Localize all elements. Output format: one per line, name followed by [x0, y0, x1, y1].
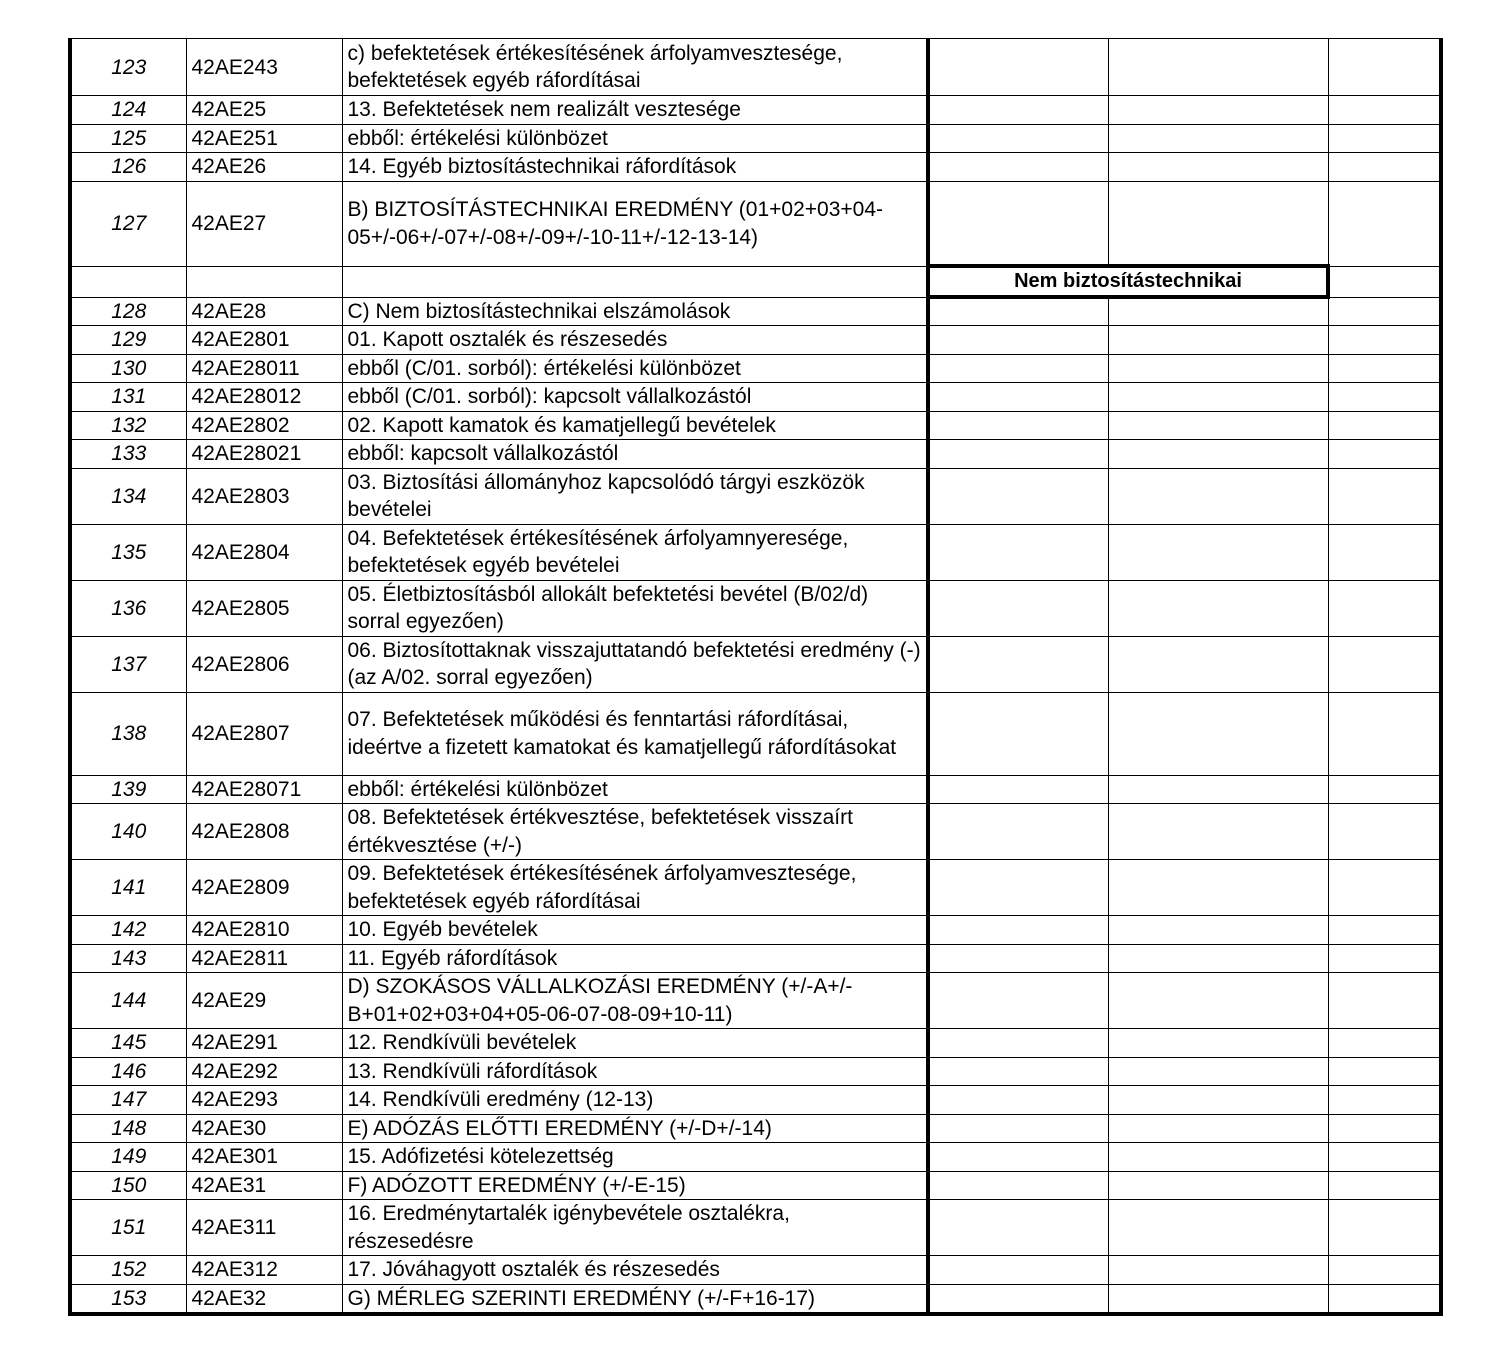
row-description: 17. Jóváhagyott osztalék és részesedés	[342, 1256, 928, 1285]
value-cell	[1108, 383, 1328, 412]
row-code: 42AE27	[186, 181, 342, 266]
value-cell	[1328, 440, 1441, 469]
table-row	[70, 440, 1441, 469]
value-cell	[1108, 804, 1328, 860]
table-row	[70, 326, 1441, 355]
value-cell	[928, 153, 1108, 182]
row-number: 139	[70, 775, 186, 804]
table-row	[70, 916, 1441, 945]
row-code: 42AE28071	[186, 775, 342, 804]
row-code	[186, 266, 342, 297]
table-row	[70, 96, 1441, 125]
row-code: 42AE2801	[186, 326, 342, 355]
value-cell	[1108, 1256, 1328, 1285]
value-cell	[1328, 153, 1441, 182]
value-cell	[1328, 39, 1441, 96]
value-cell	[1108, 860, 1328, 916]
value-cell	[928, 124, 1108, 153]
value-cell	[1328, 1029, 1441, 1058]
report-table	[68, 38, 1443, 1316]
value-cell	[1108, 326, 1328, 355]
value-cell	[1328, 181, 1441, 266]
value-cell	[928, 860, 1108, 916]
table-row	[70, 39, 1441, 96]
row-number: 146	[70, 1057, 186, 1086]
row-number: 130	[70, 354, 186, 383]
row-number: 149	[70, 1143, 186, 1172]
row-code: 42AE2804	[186, 524, 342, 580]
row-code: 42AE2807	[186, 692, 342, 775]
row-code: 42AE28021	[186, 440, 342, 469]
value-cell	[928, 1200, 1108, 1256]
table-row	[70, 580, 1441, 636]
value-cell	[1108, 1029, 1328, 1058]
row-description: 05. Életbiztosításból allokált befektetési bevétel (B/02/d) sorral egyezően)	[342, 580, 928, 636]
table-row	[70, 411, 1441, 440]
row-code: 42AE25	[186, 96, 342, 125]
value-cell	[1328, 354, 1441, 383]
row-number: 143	[70, 944, 186, 973]
value-cell	[928, 181, 1108, 266]
row-description: E) ADÓZÁS ELŐTTI EREDMÉNY (+/-D+/-14)	[342, 1114, 928, 1143]
row-number: 127	[70, 181, 186, 266]
row-number: 136	[70, 580, 186, 636]
value-cell	[928, 96, 1108, 125]
table-row	[70, 1284, 1441, 1314]
value-cell	[928, 973, 1108, 1029]
value-cell	[1108, 1171, 1328, 1200]
row-description: 15. Adófizetési kötelezettség	[342, 1143, 928, 1172]
row-number: 129	[70, 326, 186, 355]
value-cell	[1108, 297, 1328, 326]
table-row	[70, 1171, 1441, 1200]
row-description: 16. Eredménytartalék igénybevétele osztalékra, részesedésre	[342, 1200, 928, 1256]
row-description: 14. Egyéb biztosítástechnikai ráfordítások	[342, 153, 928, 182]
row-code: 42AE243	[186, 39, 342, 96]
row-description: ebből: értékelési különbözet	[342, 775, 928, 804]
value-cell	[1328, 1171, 1441, 1200]
row-code: 42AE29	[186, 973, 342, 1029]
row-code: 42AE28012	[186, 383, 342, 412]
row-number: 124	[70, 96, 186, 125]
value-cell	[1328, 860, 1441, 916]
row-description: 10. Egyéb bevételek	[342, 916, 928, 945]
row-number: 131	[70, 383, 186, 412]
value-cell	[1108, 39, 1328, 96]
value-cell	[1108, 1143, 1328, 1172]
row-code: 42AE251	[186, 124, 342, 153]
row-number: 142	[70, 916, 186, 945]
value-cell	[1328, 804, 1441, 860]
value-cell	[1328, 124, 1441, 153]
value-cell	[1328, 266, 1441, 297]
row-number: 126	[70, 153, 186, 182]
value-cell	[928, 804, 1108, 860]
value-cell	[1108, 524, 1328, 580]
row-description: G) MÉRLEG SZERINTI EREDMÉNY (+/-F+16-17)	[342, 1284, 928, 1314]
table-row	[70, 468, 1441, 524]
row-description: 13. Rendkívüli ráfordítások	[342, 1057, 928, 1086]
value-cell	[928, 468, 1108, 524]
value-cell	[1328, 1143, 1441, 1172]
row-number: 138	[70, 692, 186, 775]
value-cell	[1328, 326, 1441, 355]
row-description: 04. Befektetések értékesítésének árfolyamnyeresége, befektetések egyéb bevételei	[342, 524, 928, 580]
row-description: 13. Befektetések nem realizált vesztesége	[342, 96, 928, 125]
value-cell	[928, 1171, 1108, 1200]
row-number: 134	[70, 468, 186, 524]
value-cell	[928, 916, 1108, 945]
value-cell	[1108, 944, 1328, 973]
value-cell	[1108, 153, 1328, 182]
table-row	[70, 1143, 1441, 1172]
row-code: 42AE292	[186, 1057, 342, 1086]
value-cell	[1108, 181, 1328, 266]
row-description: 12. Rendkívüli bevételek	[342, 1029, 928, 1058]
row-code: 42AE26	[186, 153, 342, 182]
value-cell	[1108, 1200, 1328, 1256]
row-number: 132	[70, 411, 186, 440]
section-header-row	[70, 266, 1441, 297]
row-code: 42AE2805	[186, 580, 342, 636]
table-row	[70, 804, 1441, 860]
row-description: F) ADÓZOTT EREDMÉNY (+/-E-15)	[342, 1171, 928, 1200]
value-cell	[1328, 1256, 1441, 1285]
row-code: 42AE291	[186, 1029, 342, 1058]
row-code: 42AE2803	[186, 468, 342, 524]
row-number: 137	[70, 636, 186, 692]
row-code: 42AE32	[186, 1284, 342, 1314]
value-cell	[928, 383, 1108, 412]
table-row	[70, 524, 1441, 580]
value-cell	[1108, 96, 1328, 125]
value-cell	[1328, 297, 1441, 326]
row-description	[342, 266, 928, 297]
value-cell	[1108, 636, 1328, 692]
value-cell	[928, 1086, 1108, 1115]
table-row	[70, 181, 1441, 266]
value-cell	[1108, 973, 1328, 1029]
row-description: 09. Befektetések értékesítésének árfolyamvesztesége, befektetések egyéb ráfordításai	[342, 860, 928, 916]
table-row	[70, 153, 1441, 182]
row-code: 42AE2811	[186, 944, 342, 973]
table-row	[70, 124, 1441, 153]
value-cell	[928, 1029, 1108, 1058]
row-description: 14. Rendkívüli eredmény (12-13)	[342, 1086, 928, 1115]
value-cell	[928, 39, 1108, 96]
table-row	[70, 1256, 1441, 1285]
row-description: ebből: kapcsolt vállalkozástól	[342, 440, 928, 469]
value-cell	[1328, 1200, 1441, 1256]
row-code: 42AE2809	[186, 860, 342, 916]
row-number: 144	[70, 973, 186, 1029]
row-description: 11. Egyéb ráfordítások	[342, 944, 928, 973]
value-cell	[928, 1284, 1108, 1314]
row-number	[70, 266, 186, 297]
value-cell	[1328, 383, 1441, 412]
value-cell	[1108, 440, 1328, 469]
value-cell	[1328, 468, 1441, 524]
value-cell	[1108, 580, 1328, 636]
row-description: C) Nem biztosítástechnikai elszámolások	[342, 297, 928, 326]
value-cell	[928, 524, 1108, 580]
row-code: 42AE2808	[186, 804, 342, 860]
value-cell	[928, 944, 1108, 973]
value-cell	[1328, 775, 1441, 804]
value-cell	[928, 580, 1108, 636]
row-description: 06. Biztosítottaknak visszajuttatandó befektetési eredmény (-) (az A/02. sorral egyezően)	[342, 636, 928, 692]
value-cell	[928, 1057, 1108, 1086]
table-row	[70, 297, 1441, 326]
table-row	[70, 692, 1441, 775]
value-cell	[1108, 124, 1328, 153]
value-cell	[1108, 354, 1328, 383]
row-code: 42AE2810	[186, 916, 342, 945]
table-row	[70, 354, 1441, 383]
row-number: 141	[70, 860, 186, 916]
value-cell	[1108, 1114, 1328, 1143]
value-cell	[1328, 916, 1441, 945]
value-cell	[1328, 692, 1441, 775]
value-cell	[928, 354, 1108, 383]
value-cell	[928, 636, 1108, 692]
value-cell	[1328, 1284, 1441, 1314]
table-row	[70, 1057, 1441, 1086]
row-number: 150	[70, 1171, 186, 1200]
section-header-label: Nem biztosítástechnikai	[928, 266, 1328, 297]
value-cell	[1328, 524, 1441, 580]
row-description: c) befektetések értékesítésének árfolyamvesztesége, befektetések egyéb ráfordításai	[342, 39, 928, 96]
row-code: 42AE301	[186, 1143, 342, 1172]
value-cell	[928, 692, 1108, 775]
row-description: 01. Kapott osztalék és részesedés	[342, 326, 928, 355]
row-description: ebből: értékelési különbözet	[342, 124, 928, 153]
table-row	[70, 1200, 1441, 1256]
row-number: 151	[70, 1200, 186, 1256]
row-code: 42AE293	[186, 1086, 342, 1115]
report-table-body	[70, 39, 1441, 1315]
row-description: 07. Befektetések működési és fenntartási ráfordításai, ideértve a fizetett kamatokat és kamatjellegű ráfordításokat	[342, 692, 928, 775]
table-row	[70, 636, 1441, 692]
row-code: 42AE28	[186, 297, 342, 326]
table-row	[70, 775, 1441, 804]
row-number: 147	[70, 1086, 186, 1115]
value-cell	[1328, 1086, 1441, 1115]
value-cell	[1108, 411, 1328, 440]
value-cell	[1108, 692, 1328, 775]
value-cell	[1108, 775, 1328, 804]
row-number: 152	[70, 1256, 186, 1285]
value-cell	[1328, 636, 1441, 692]
value-cell	[1328, 1057, 1441, 1086]
row-description: D) SZOKÁSOS VÁLLALKOZÁSI EREDMÉNY (+/-A+/-B+01+02+03+04+05-06-07-08-09+10-11)	[342, 973, 928, 1029]
value-cell	[1328, 96, 1441, 125]
row-code: 42AE31	[186, 1171, 342, 1200]
row-number: 123	[70, 39, 186, 96]
value-cell	[1328, 1114, 1441, 1143]
row-code: 42AE30	[186, 1114, 342, 1143]
row-code: 42AE2806	[186, 636, 342, 692]
row-description: 02. Kapott kamatok és kamatjellegű bevételek	[342, 411, 928, 440]
row-number: 133	[70, 440, 186, 469]
value-cell	[1328, 944, 1441, 973]
table-row	[70, 860, 1441, 916]
value-cell	[928, 1114, 1108, 1143]
value-cell	[928, 326, 1108, 355]
row-number: 148	[70, 1114, 186, 1143]
value-cell	[1108, 916, 1328, 945]
value-cell	[928, 297, 1108, 326]
row-code: 42AE312	[186, 1256, 342, 1285]
row-number: 153	[70, 1284, 186, 1314]
value-cell	[928, 1143, 1108, 1172]
row-number: 125	[70, 124, 186, 153]
table-row	[70, 383, 1441, 412]
value-cell	[1328, 973, 1441, 1029]
row-code: 42AE28011	[186, 354, 342, 383]
value-cell	[1108, 468, 1328, 524]
table-row	[70, 1029, 1441, 1058]
value-cell	[1108, 1284, 1328, 1314]
row-number: 128	[70, 297, 186, 326]
row-number: 140	[70, 804, 186, 860]
value-cell	[1328, 580, 1441, 636]
value-cell	[1328, 411, 1441, 440]
value-cell	[1108, 1086, 1328, 1115]
row-description: B) BIZTOSÍTÁSTECHNIKAI EREDMÉNY (01+02+03+04-05+/-06+/-07+/-08+/-09+/-10-11+/-12-13-14)	[342, 181, 928, 266]
row-number: 135	[70, 524, 186, 580]
table-row	[70, 1086, 1441, 1115]
value-cell	[928, 440, 1108, 469]
row-description: 03. Biztosítási állományhoz kapcsolódó tárgyi eszközök bevételei	[342, 468, 928, 524]
value-cell	[928, 775, 1108, 804]
value-cell	[1108, 1057, 1328, 1086]
table-row	[70, 944, 1441, 973]
table-row	[70, 973, 1441, 1029]
table-row	[70, 1114, 1441, 1143]
row-code: 42AE2802	[186, 411, 342, 440]
row-code: 42AE311	[186, 1200, 342, 1256]
row-description: ebből (C/01. sorból): kapcsolt vállalkozástól	[342, 383, 928, 412]
row-description: ebből (C/01. sorból): értékelési különbözet	[342, 354, 928, 383]
value-cell	[928, 411, 1108, 440]
value-cell	[928, 1256, 1108, 1285]
row-number: 145	[70, 1029, 186, 1058]
row-description: 08. Befektetések értékvesztése, befektetések visszaírt értékvesztése (+/-)	[342, 804, 928, 860]
